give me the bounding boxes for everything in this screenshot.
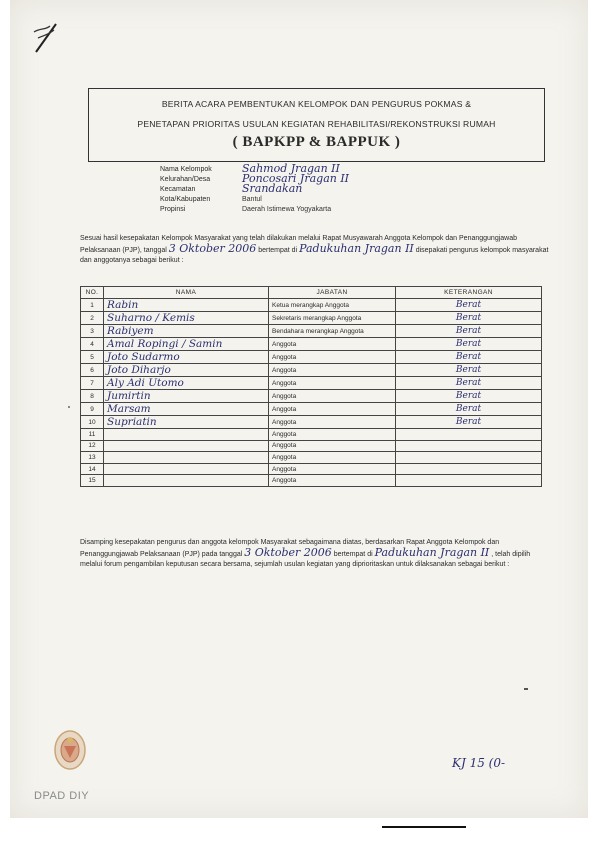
cell-nama: Aly Adi Utomo [104, 377, 269, 390]
cell-nama: Jumirtin [104, 390, 269, 403]
cell-no: 4 [81, 338, 104, 351]
agreement-paragraph [80, 234, 550, 266]
identity-row-propinsi [160, 206, 500, 216]
label-kota: Kota/Kabupaten [160, 196, 211, 203]
value-kecamatan: Srandakan [242, 182, 303, 195]
cell-jabatan: Anggota [269, 364, 396, 377]
paragraph1-text-a: Sesuai hasil kesepakatan Kelompok Masyarakat yang telah dilakukan melalui Rapat Musyawarah Anggota Kelompok dan Penanggungjawab Pelaksanaan (PJP), tanggal [80, 235, 517, 254]
cell-jabatan: Anggota [269, 338, 396, 351]
cell-no: 13 [81, 452, 104, 464]
cell-jabatan: Anggota [269, 416, 396, 429]
cell-jabatan: Anggota [269, 390, 396, 403]
cell-jabatan: Anggota [269, 377, 396, 390]
paragraph2-text-c: , telah dipilih melalui forum pengambilan keputusan secara bersama, sejumlah usulan kegiatan yang diprioritaskan untuk dilaksanakan sebagai berikut : [80, 551, 531, 568]
cell-jabatan: Anggota [269, 475, 396, 487]
title-line-3: ( BAPKPP & BAPPUK ) [232, 134, 401, 150]
dpad-emblem-icon [52, 728, 88, 772]
pen-scribble-icon [28, 18, 64, 58]
label-propinsi: Propinsi [160, 206, 186, 213]
label-kecamatan: Kecamatan [160, 186, 196, 193]
cell-keterangan [396, 429, 542, 441]
paragraph2-text-b: bertempat di [333, 551, 373, 558]
cell-keterangan: Berat [396, 351, 542, 364]
cell-nama: Rabiyem [104, 325, 269, 338]
cell-keterangan: Berat [396, 338, 542, 351]
margin-dot [68, 406, 70, 408]
cell-jabatan: Ketua merangkap Anggota [269, 299, 396, 312]
cell-keterangan: Berat [396, 390, 542, 403]
table-row [81, 312, 542, 325]
label-nama-kelompok: Nama Kelompok [160, 166, 212, 173]
cell-keterangan [396, 452, 542, 464]
cell-keterangan: Berat [396, 377, 542, 390]
cell-nama [104, 440, 269, 452]
cell-jabatan: Anggota [269, 403, 396, 416]
table-row [81, 364, 542, 377]
value-propinsi: Daerah Istimewa Yogyakarta [242, 206, 332, 213]
group-identity [160, 162, 500, 216]
cell-no: 9 [81, 403, 104, 416]
table-row [81, 338, 542, 351]
label-kelurahan: Kelurahan/Desa [160, 176, 211, 183]
table-header-row [81, 287, 542, 299]
members-table [80, 286, 542, 487]
identity-row-kelurahan [160, 172, 500, 186]
cell-no: 10 [81, 416, 104, 429]
table-row [81, 475, 542, 487]
cell-keterangan: Berat [396, 312, 542, 325]
table-row [81, 390, 542, 403]
value-nama-kelompok: Sahmod Jragan II [242, 162, 340, 175]
cell-jabatan: Anggota [269, 440, 396, 452]
paragraph2-text-a: Disamping kesepakatan pengurus dan anggota kelompok Masyarakat sebagaimana diatas, berdasarkan Rapat Anggota Kelompok dan Penanggungjawab Pelaksanaan (PJP) pada tanggal [80, 539, 500, 558]
cell-no: 7 [81, 377, 104, 390]
cell-no: 3 [81, 325, 104, 338]
cell-jabatan: Anggota [269, 429, 396, 441]
identity-row-kecamatan [160, 182, 500, 196]
cell-nama: Marsam [104, 403, 269, 416]
paragraph1-place: Padukuhan Jragan II [299, 242, 414, 255]
cell-keterangan [396, 463, 542, 475]
cell-keterangan: Berat [396, 299, 542, 312]
cell-keterangan: Berat [396, 364, 542, 377]
table-row [81, 429, 542, 441]
table-row [81, 299, 542, 312]
cell-jabatan: Bendahara merangkap Anggota [269, 325, 396, 338]
cell-no: 8 [81, 390, 104, 403]
cell-no: 15 [81, 475, 104, 487]
value-kelurahan: Poncosari Jragan II [242, 172, 350, 185]
table-row [81, 351, 542, 364]
value-kota: Bantul [242, 196, 262, 203]
cell-jabatan: Anggota [269, 463, 396, 475]
cell-no: 1 [81, 299, 104, 312]
priority-paragraph [80, 538, 550, 570]
cell-jabatan: Anggota [269, 452, 396, 464]
header-jabatan: JABATAN [269, 287, 396, 299]
table-row [81, 377, 542, 390]
margin-tick [524, 688, 528, 690]
table-row [81, 325, 542, 338]
paragraph1-text-b: bertempat di [258, 247, 298, 254]
cell-nama: Amal Ropingi / Samin [104, 338, 269, 351]
cell-nama [104, 429, 269, 441]
archive-code: KJ 15 (0- [452, 756, 506, 770]
paragraph2-date: 3 Oktober 2006 [244, 546, 332, 559]
cell-nama: Rabin [104, 299, 269, 312]
cell-keterangan [396, 475, 542, 487]
paragraph1-date: 3 Oktober 2006 [168, 242, 257, 255]
header-nama: NAMA [104, 287, 269, 299]
cell-no: 6 [81, 364, 104, 377]
cell-no: 14 [81, 463, 104, 475]
cell-no: 5 [81, 351, 104, 364]
cell-keterangan: Berat [396, 403, 542, 416]
table-row [81, 452, 542, 464]
table-row [81, 463, 542, 475]
header-no: NO. [81, 287, 104, 299]
cell-no: 2 [81, 312, 104, 325]
bottom-rule [382, 826, 466, 828]
cell-no: 12 [81, 440, 104, 452]
title-line-2: PENETAPAN PRIORITAS USULAN KEGIATAN REHABILITASI/REKONSTRUKSI RUMAH [137, 119, 496, 129]
cell-keterangan [396, 440, 542, 452]
cell-nama [104, 452, 269, 464]
cell-no: 11 [81, 429, 104, 441]
paragraph2-place: Padukuhan Jragan II [374, 546, 490, 559]
cell-nama: Supriatin [104, 416, 269, 429]
cell-nama: Suharno / Kemis [104, 312, 269, 325]
cell-jabatan: Anggota [269, 351, 396, 364]
cell-jabatan: Sekretaris merangkap Anggota [269, 312, 396, 325]
identity-row-kota [160, 196, 500, 206]
cell-keterangan: Berat [396, 416, 542, 429]
cell-nama [104, 463, 269, 475]
table-row [81, 440, 542, 452]
header-keterangan: KETERANGAN [396, 287, 542, 299]
title-box [88, 88, 545, 162]
title-line-1: BERITA ACARA PEMBENTUKAN KELOMPOK DAN PENGURUS POKMAS & [161, 99, 472, 109]
cell-keterangan: Berat [396, 325, 542, 338]
table-row [81, 403, 542, 416]
table-row [81, 416, 542, 429]
cell-nama [104, 475, 269, 487]
paragraph1-text-c: disepakati pengurus kelompok masyarakat dan anggotanya sebagai berikut : [80, 247, 549, 264]
cell-nama: Joto Sudarmo [104, 351, 269, 364]
cell-nama: Joto Diharjo [104, 364, 269, 377]
archive-watermark: DPAD DIY [34, 790, 90, 802]
